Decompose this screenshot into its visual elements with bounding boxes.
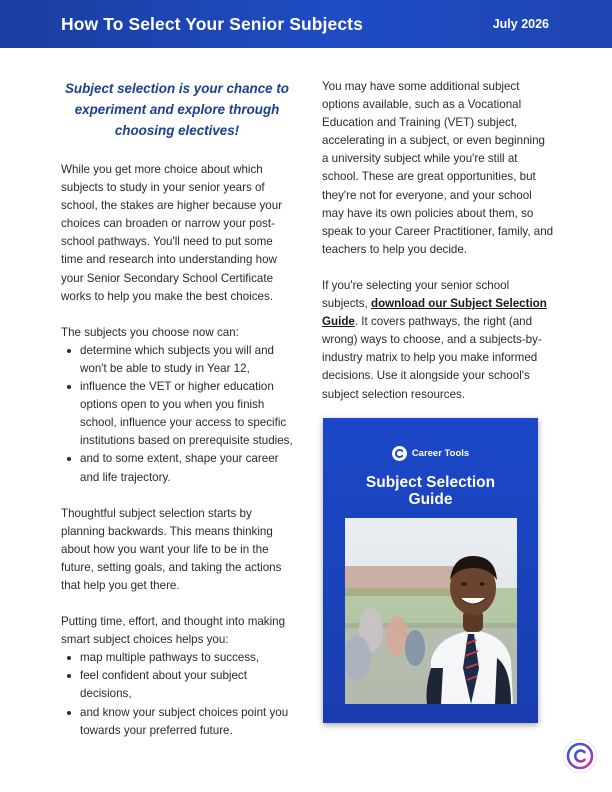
career-tools-corner-logo-icon [564, 740, 596, 772]
page-header [0, 0, 612, 48]
guide-cover-image[interactable] [323, 418, 538, 723]
student-photo [345, 518, 517, 704]
guide-post-text: . It covers pathways, the right (and wrong) ways to choose, and a subjects-by-industry matrix to help you make informed decisions. Use it alongside your school's subject selection resources. [322, 315, 542, 401]
cover-title [323, 474, 538, 508]
list-item: and know your subject choices point you towards your preferred future. [61, 704, 293, 740]
backwards-paragraph: Thoughtful subject selection starts by planning backwards. This means thinking about how you want your life to be in the future, setting goals, and taking the actions that help you get there. [61, 506, 282, 592]
helps-list [61, 649, 293, 739]
download-guide-link[interactable]: download our Subject Selection Guide [322, 297, 547, 329]
list-item: influence the VET or higher education options open to you when you finish school, influence your access to specific institutions based on prerequisite studies, [61, 378, 293, 450]
issue-date: July 2026 [492, 17, 549, 31]
cover-title-line: Subject Selection [365, 474, 496, 491]
list-item: determine which subjects you will and won't be able to study in Year 12, [61, 342, 293, 378]
helps-intro: Putting time, effort, and thought into making smart subject choices helps you: [61, 615, 286, 647]
page-title: How To Select Your Senior Subjects [61, 13, 363, 34]
intro-paragraph: While you get more choice about which subjects to study in your senior years of school, the stakes are higher because your choices can broaden or narrow your post-school pathways. You'll need to put some time and research into understanding how your Senior Secondary School Certificate works to help you make the best choices. [61, 163, 283, 303]
guide-paragraph [322, 277, 554, 404]
cover-brand-name: Career Tools [411, 448, 470, 459]
career-tools-logo-icon [392, 446, 407, 461]
list-item: and to some extent, shape your career and life trajectory. [61, 450, 293, 486]
guide-pre-text: If you're selecting your senior school subjects, [322, 278, 510, 311]
choose-list [61, 342, 293, 487]
cover-title-line: Guide [408, 491, 453, 508]
list-item: feel confident about your subject decisions, [61, 667, 293, 703]
choose-intro: The subjects you choose now can: [61, 325, 239, 339]
lead-quote: Subject selection is your chance to experiment and explore through choosing electives! [65, 81, 289, 138]
list-item: map multiple pathways to success, [61, 649, 293, 667]
cover-brand [323, 446, 538, 461]
additional-paragraph: You may have some additional subject options available, such as a Vocational Education and Training (VET) subject, accelerating in a subject, or even beginning a university subject while you're still at school. These are great opportunities, but they're not for everyone, and your school may have its own policies about them, so speak to your Career Practitioner, family, and teachers to help you decide. [322, 80, 554, 256]
right-column [322, 78, 554, 422]
left-column [61, 78, 293, 758]
